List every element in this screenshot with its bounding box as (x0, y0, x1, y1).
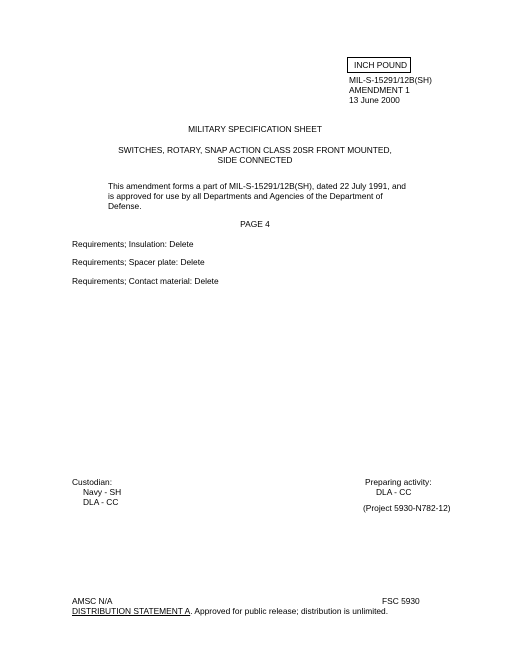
fsc-code: FSC 5930 (382, 596, 420, 606)
distribution-label: DISTRIBUTION STATEMENT A (72, 606, 191, 616)
requirement-item: Requirements; Contact material: Delete (72, 276, 219, 286)
preparing-activity-value: DLA - CC (376, 487, 412, 497)
amendment-date: 13 June 2000 (349, 95, 400, 105)
intro-paragraph: This amendment forms a part of MIL-S-15291/12B(SH), dated 22 July 1991, and is approved for use by all Departments and Agencies of the Department of Defense. (108, 181, 406, 211)
document-identification (349, 75, 432, 105)
document-title: MILITARY SPECIFICATION SHEET (188, 124, 322, 134)
inch-pound-box: INCH POUND (347, 57, 411, 73)
requirement-item: Requirements; Spacer plate: Delete (72, 257, 205, 267)
custodian-block (72, 477, 121, 507)
subject-line-1: SWITCHES, ROTARY, SNAP ACTION CLASS 20SR FRONT MOUNTED, (118, 145, 392, 155)
distribution-text: . Approved for public release; distribution is unlimited. (190, 606, 389, 616)
requirement-item: Requirements; Insulation: Delete (72, 239, 194, 249)
preparing-activity-label: Preparing activity: (365, 477, 432, 487)
page-label: PAGE 4 (240, 219, 270, 229)
document-id: MIL-S-15291/12B(SH) (349, 75, 432, 85)
subject-line-2: SIDE CONNECTED (217, 155, 293, 165)
amendment-number: AMENDMENT 1 (349, 85, 410, 95)
custodian-label: Custodian: (72, 477, 113, 487)
preparing-activity-block (365, 477, 432, 497)
custodian-item: DLA - CC (83, 497, 119, 507)
distribution-statement (72, 606, 388, 616)
custodian-item: Navy - SH (83, 487, 122, 497)
document-subject (0, 145, 510, 165)
amsc-code: AMSC N/A (72, 596, 113, 606)
project-number: (Project 5930-N782-12) (363, 503, 451, 513)
